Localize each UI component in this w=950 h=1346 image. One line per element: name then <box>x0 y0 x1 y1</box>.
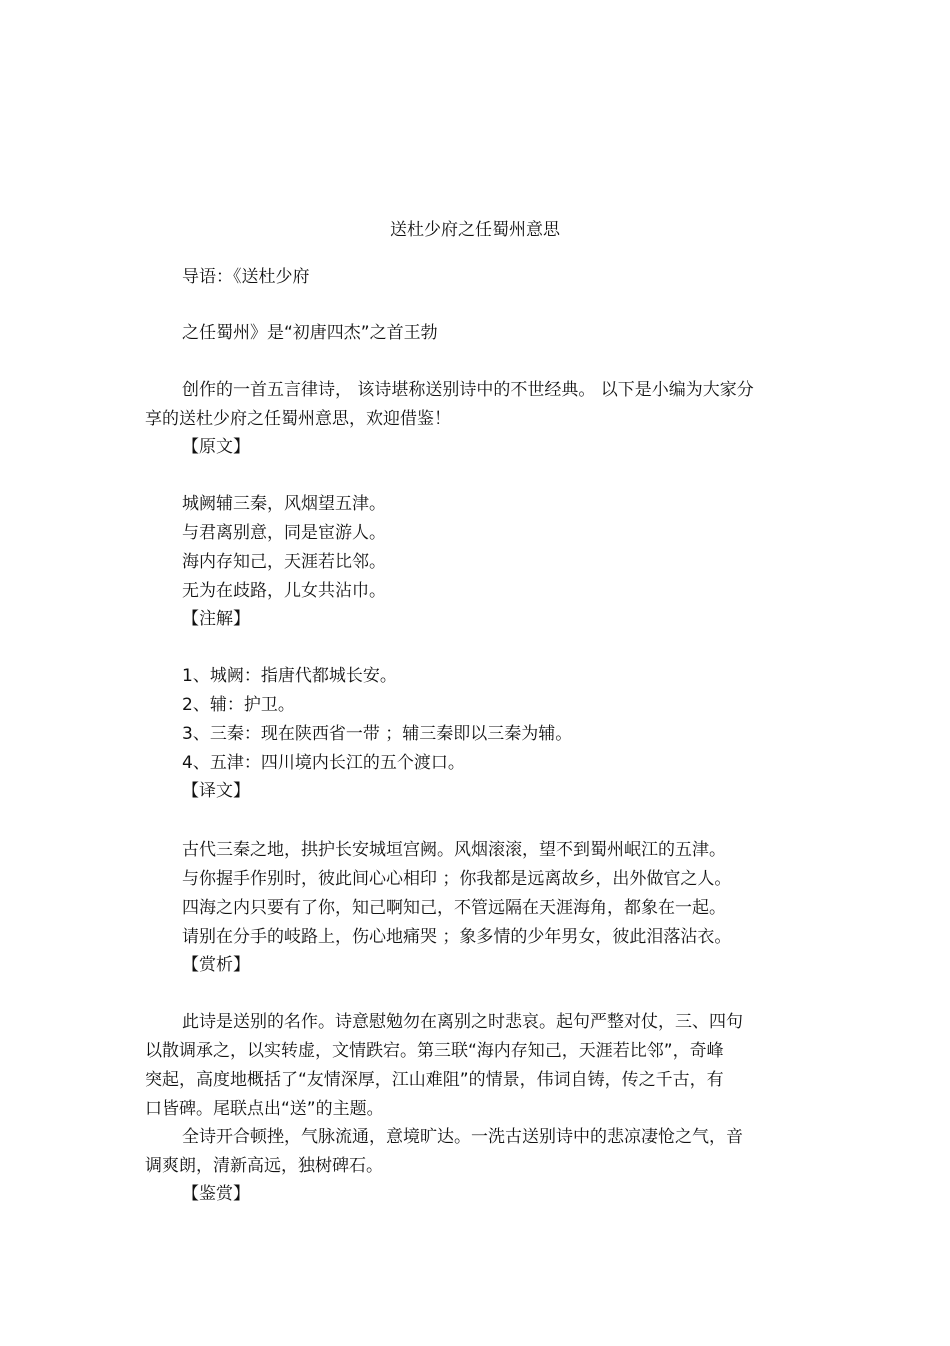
intro-line-4: 享的送杜少府之任蜀州意思，欢迎借鉴！ <box>145 409 451 429</box>
translation-line-2: 与你握手作别时，彼此间心心相印 ；你我都是远离故乡，出外做官之人。 <box>182 869 732 889</box>
analysis-line-6: 调爽朗，清新高远，独树碑石。 <box>145 1156 383 1176</box>
translation-line-3: 四海之内只要有了你，知己啊知己，不管远隔在天涯海角，都象在一起。 <box>182 898 726 918</box>
section-heading-appreciation: 【鉴赏】 <box>182 1184 250 1204</box>
poem-line-3: 海内存知己，天涯若比邻。 <box>182 552 386 572</box>
note-item-3: 3、三秦：现在陕西省一带 ；辅三秦即以三秦为辅。 <box>182 724 573 744</box>
poem-line-1: 城阙辅三秦，风烟望五津。 <box>182 494 386 514</box>
translation-line-4: 请别在分手的岐路上，伤心地痛哭 ；象多情的少年男女，彼此泪落沾衣。 <box>182 927 732 947</box>
analysis-line-3: 突起，高度地概括了“友情深厚，江山难阻”的情景，伟词自铸，传之千古，有 <box>145 1070 724 1090</box>
analysis-line-1: 此诗是送别的名作。诗意慰勉勿在离别之时悲哀。起句严整对仗，三、四句 <box>182 1012 743 1032</box>
section-heading-notes: 【注解】 <box>182 609 250 629</box>
note-item-4: 4、五津：四川境内长江的五个渡口。 <box>182 753 465 773</box>
intro-line-1: 导语：《送杜少府 <box>182 267 310 287</box>
analysis-line-2: 以散调承之，以实转虚，文情跌宕。第三联“海内存知己，天涯若比邻”，奇峰 <box>145 1041 724 1061</box>
page-title: 送杜少府之任蜀州意思 <box>390 220 560 240</box>
section-heading-translation: 【译文】 <box>182 781 250 801</box>
translation-line-1: 古代三秦之地，拱护长安城垣宫阙。风烟滚滚，望不到蜀州岷江的五津。 <box>182 840 726 860</box>
intro-line-3: 创作的一首五言律诗， 该诗堪称送别诗中的不世经典。 以下是小编为大家分 <box>182 380 754 400</box>
note-item-2: 2、辅：护卫。 <box>182 695 295 715</box>
intro-line-2: 之任蜀州》是“初唐四杰”之首王勃 <box>182 323 438 343</box>
analysis-line-5: 全诗开合顿挫，气脉流通，意境旷达。一洗古送别诗中的悲凉凄怆之气，音 <box>182 1127 743 1147</box>
note-item-1: 1、城阙：指唐代都城长安。 <box>182 666 397 686</box>
section-heading-analysis: 【赏析】 <box>182 955 250 975</box>
poem-line-2: 与君离别意，同是宦游人。 <box>182 523 386 543</box>
poem-line-4: 无为在歧路，儿女共沾巾。 <box>182 581 386 601</box>
section-heading-original: 【原文】 <box>182 437 250 457</box>
analysis-line-4: 口皆碑。尾联点出“送”的主题。 <box>145 1099 384 1119</box>
